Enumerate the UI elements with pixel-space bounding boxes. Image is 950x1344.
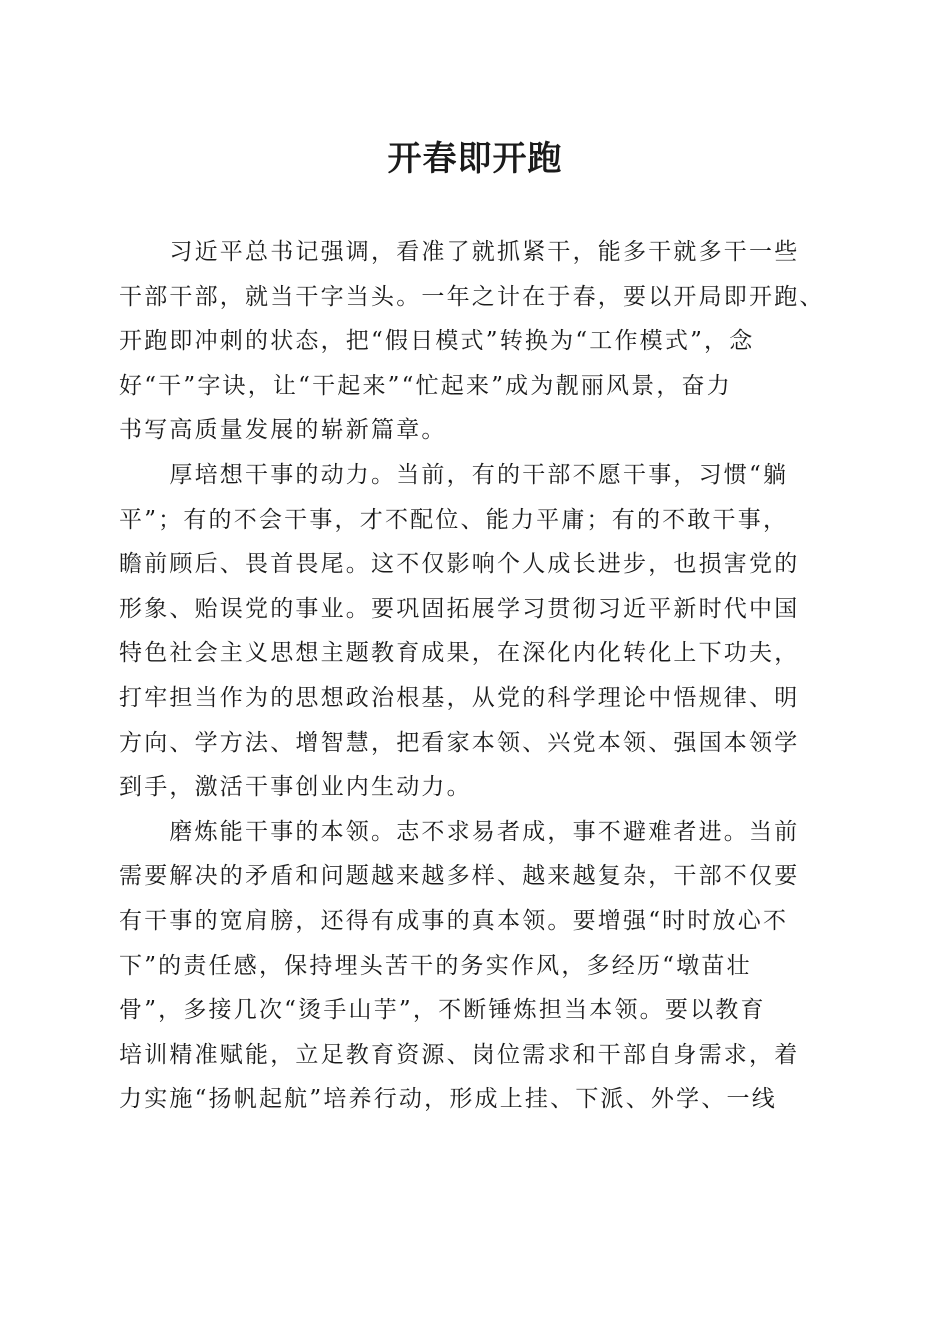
text-line: 书写高质量发展的崭新篇章。 bbox=[119, 417, 447, 444]
text-line: 培训精准赋能，立足教育资源、岗位需求和干部自身需求，着 bbox=[119, 1041, 800, 1068]
text-line: 形象、贻误党的事业。要巩固拓展学习贯彻习近平新时代中国 bbox=[119, 595, 800, 622]
text-line: 好“干”字诀，让“干起来”“忙起来”成为靓丽风景，奋力 bbox=[119, 372, 732, 399]
text-line: 习近平总书记强调，看准了就抓紧干，能多干就多干一些 bbox=[119, 239, 800, 265]
text-line: 特色社会主义思想主题教育成果，在深化内化转化上下功夫， bbox=[119, 640, 800, 667]
text-line: 骨”，多接几次“烫手山芋”，不断锤炼担当本领。要以教育 bbox=[119, 997, 766, 1024]
text-line: 力实施“扬帆起航”培养行动，形成上挂、下派、外学、一线 bbox=[119, 1086, 777, 1113]
text-line: 平”；有的不会干事，才不配位、能力平庸；有的不敢干事， bbox=[119, 506, 789, 533]
text-line: 打牢担当作为的思想政治根基，从党的科学理论中悟规律、明 bbox=[119, 684, 800, 711]
page-title: 开春即开跑 bbox=[387, 139, 563, 179]
text-line: 磨炼能干事的本领。志不求易者成，事不避难者进。当前 bbox=[119, 818, 800, 845]
text-line: 到手，激活干事创业内生动力。 bbox=[119, 774, 472, 801]
text-line: 开跑即冲刺的状态，把“假日模式”转换为“工作模式”，念 bbox=[119, 328, 755, 355]
text-line: 干部干部，就当干字当头。一年之计在于春，要以开局即开跑、 bbox=[119, 283, 825, 310]
text-line: 有干事的宽肩膀，还得有成事的真本领。要增强“时时放心不 bbox=[119, 907, 789, 934]
text-line: 下”的责任感，保持埋头苦干的务实作风，多经历“墩苗壮 bbox=[119, 952, 752, 979]
text-line: 厚培想干事的动力。当前，有的干部不愿干事，习惯“躺 bbox=[119, 461, 789, 488]
body-text bbox=[119, 230, 831, 1122]
text-line: 瞻前顾后、畏首畏尾。这不仅影响个人成长进步，也损害党的 bbox=[119, 551, 800, 578]
text-line: 需要解决的矛盾和问题越来越多样、越来越复杂，干部不仅要 bbox=[119, 863, 800, 890]
text-line: 方向、学方法、增智慧，把看家本领、兴党本领、强国本领学 bbox=[119, 729, 800, 756]
